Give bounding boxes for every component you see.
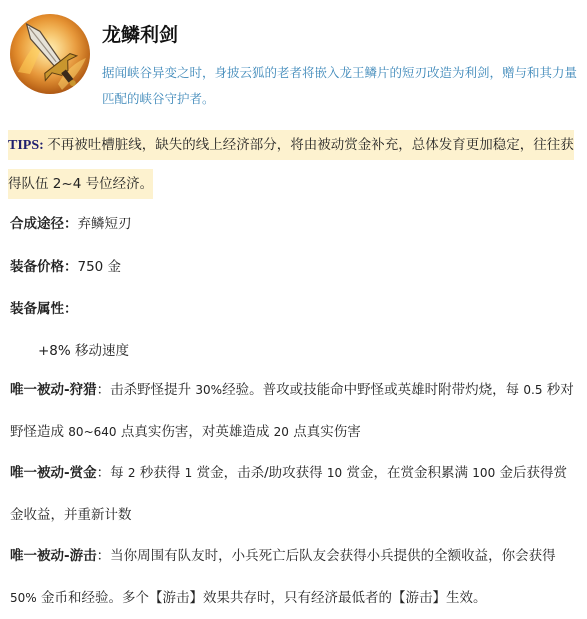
tips-colon: : [39, 138, 48, 153]
recipe-value: 弃鳞短刃 [77, 216, 132, 232]
recipe-label: 合成途径： [10, 216, 78, 232]
passive-guerrilla: 唯一被动-游击：当你周围有队友时，小兵死亡后队友会获得小兵提供的全额收益，你会获得 50% 金币和经验。多个【游击】效果共存时，只有经济最低者的【游击】生效。 [10, 548, 556, 606]
passive-bounty-label: 唯一被动-赏金 [10, 465, 97, 481]
item-header [10, 12, 580, 112]
passive-hunt-label: 唯一被动-狩猎 [10, 382, 97, 398]
item-description: 据闻峡谷异变之时，身披云狐的老者将嵌入龙王鳞片的短刃改造为利剑，赠与和其力量匹配的峡谷守护者。 [102, 65, 578, 106]
price-value: 750 金 [77, 259, 122, 275]
passive-bounty: 唯一被动-赏金：每 2 秒获得 1 赏金，击杀/助攻获得 10 赏金，在赏金积累满 100 金后获得赏金收益，并重新计数 [10, 465, 567, 523]
passive-guerrilla-label: 唯一被动-游击 [10, 548, 97, 564]
price-label: 装备价格： [10, 259, 78, 275]
dragon-scale-sword-icon [10, 14, 90, 94]
tips-box [8, 126, 578, 203]
price-row [10, 255, 121, 275]
tips-label: TIPS [8, 138, 40, 153]
item-title: 龙鳞利剑 [102, 24, 179, 46]
passive-hunt: 唯一被动-狩猎：击杀野怪提升 30%经验。普攻或技能命中野怪或英雄时附带灼烧，每 0.5 秒对野怪造成 80~640 点真实伤害，对英雄造成 20 点真实伤害 [10, 382, 574, 440]
attributes-label: 装备属性： [10, 301, 78, 317]
sword-art [10, 14, 90, 94]
attribute-move-speed: +8% 移动速度 [38, 343, 130, 359]
tips-text: 不再被吐槽脏线，缺失的线上经济部分，将由被动赏金补充，总体发育更加稳定，往往获得队伍 2~4 号位经济。 [8, 137, 574, 192]
recipe-row [10, 212, 132, 232]
